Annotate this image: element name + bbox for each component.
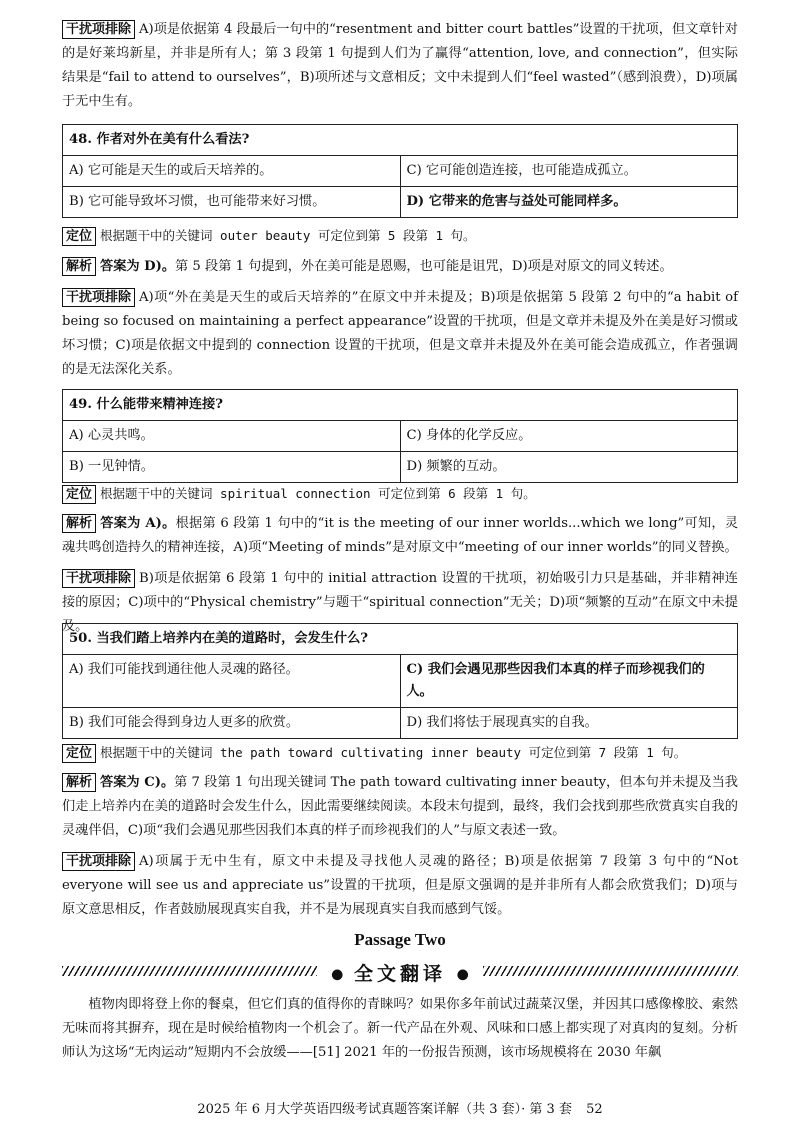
q50-distractor-paragraph	[62, 850, 738, 922]
locate-tag: 定位	[62, 227, 96, 246]
distractor-tag: 干扰项排除	[62, 20, 135, 39]
distractor-tag: 干扰项排除	[62, 852, 135, 871]
q50-analysis-text: 第 7 段第 1 句出现关键词 The path toward cultivating inner beauty，但本句并未提及当我们走上培养内在美的道路时会发生什么，因此需要继续阅读。本段末句提到，最终，我们会找到那些欣赏真实自我的灵魂伴侣，C)项“我们会遇见那些因我们本真的样子而珍视我们的人”与原文表述一致。	[62, 775, 738, 838]
question-48-table	[62, 124, 738, 218]
q49-locate-text: 根据题干中的关键词 spiritual connection 可定位到第 6 段第 1 句。	[100, 486, 536, 501]
q48-locate-text: 根据题干中的关键词 outer beauty 可定位到第 5 段第 1 句。	[100, 228, 476, 243]
q50-option-d: D) 我们将怯于展现真实的自我。	[400, 708, 738, 739]
q49-distractor-text: B)项是依据第 6 段第 1 句中的 initial attraction 设置的干扰项，初始吸引力只是基础，并非精神连接的原因；C)项中的“Physical chemistry”与题干“spiritual connection”无关；D)项“频繁的互动”在原文中未提及。	[62, 571, 738, 634]
locate-tag: 定位	[62, 485, 96, 504]
bullet-icon: ●	[456, 966, 469, 983]
q48-analysis-paragraph	[62, 255, 738, 279]
question-50-table	[62, 623, 738, 739]
q50-answer: 答案为 C)。	[100, 775, 175, 790]
q49-option-a: A) 心灵共鸣。	[63, 421, 401, 452]
distractor-tag: 干扰项排除	[62, 288, 135, 307]
banner-title-wrap	[62, 959, 738, 986]
q48-distractor-paragraph	[62, 286, 738, 382]
q50-option-c: C) 我们会遇见那些因我们本真的样子而珍视我们的人。	[400, 655, 738, 708]
footer-text: 2025 年 6 月大学英语四级考试真题答案详解（共 3 套）· 第 3 套	[197, 1102, 572, 1117]
q49-option-b: B) 一见钟情。	[63, 452, 401, 483]
question-48-title: 48. 作者对外在美有什么看法?	[63, 125, 738, 156]
question-49-title: 49. 什么能带来精神连接?	[63, 390, 738, 421]
q48-option-b: B) 它可能导致坏习惯，也可能带来好习惯。	[63, 187, 401, 218]
q49-answer: 答案为 A)。	[100, 516, 176, 531]
q50-locate-text: 根据题干中的关键词 the path toward cultivating inner beauty 可定位到第 7 段第 1 句。	[100, 745, 687, 760]
q48-option-a: A) 它可能是天生的或后天培养的。	[63, 156, 401, 187]
translation-banner	[62, 957, 738, 985]
passage-title: Passage Two	[354, 930, 446, 949]
q48-analysis-text: 第 5 段第 1 句提到，外在美可能是恩赐，也可能是诅咒，D)项是对原文的同义转述。	[175, 259, 673, 274]
q50-locate-paragraph	[62, 741, 738, 766]
q48-option-d: D) 它带来的危害与益处可能同样多。	[400, 187, 738, 218]
q49-locate-paragraph	[62, 482, 738, 507]
q49-option-d: D) 频繁的互动。	[400, 452, 738, 483]
question-50-title: 50. 当我们踏上培养内在美的道路时，会发生什么?	[63, 624, 738, 655]
q49-analysis-paragraph	[62, 512, 738, 560]
distractor-tag: 干扰项排除	[62, 569, 135, 588]
locate-tag: 定位	[62, 744, 96, 763]
page-number: 52	[586, 1102, 603, 1117]
q48-distractor-text: A)项“外在美是天生的或后天培养的”在原文中并未提及；B)项是依据第 5 段第 2 句中的“a habit of being so focused on maintaining a perfect appearance”设置的干扰项，但是文章并未提及外在美是好习惯或坏习惯；C)项是依据文中提到的 connection 设置的干扰项，但是文章并未提及外在美可能会造成孤立，作者强调的是无法深化关系。	[62, 290, 738, 377]
page-footer	[0, 1098, 800, 1117]
q49-option-c: C) 身体的化学反应。	[400, 421, 738, 452]
banner-title: 全文翻译	[353, 963, 446, 985]
q49-analysis-text: 根据第 6 段第 1 句中的“it is the meeting of our inner worlds...which we long”可知，灵魂共鸣创造持久的精神连接，A)项“Meeting of minds”是对原文中“meeting of our inner worlds”的同义替换。	[62, 516, 739, 555]
analysis-tag: 解析	[62, 773, 96, 792]
q47-distractor-paragraph	[62, 18, 738, 114]
bullet-icon: ●	[331, 966, 344, 983]
q50-distractor-text: A)项属于无中生有，原文中未提及寻找他人灵魂的路径；B)项是依据第 7 段第 3 句中的“Not everyone will see us and appreciate us”设置的干扰项，但是原文强调的是并非所有人都会欣赏我们；D)项与原文意思相反，作者鼓励展现真实自我，并不是为展现真实自我而感到气馁。	[62, 854, 738, 917]
q50-analysis-paragraph	[62, 771, 738, 843]
analysis-tag: 解析	[62, 257, 96, 276]
q50-option-a: A) 我们可能找到通往他人灵魂的路径。	[63, 655, 401, 708]
q50-option-b: B) 我们可能会得到身边人更多的欣赏。	[63, 708, 401, 739]
translation-paragraph: 植物肉即将登上你的餐桌，但它们真的值得你的青睐吗？如果你多年前试过蔬菜汉堡，并因其口感像橡胶、索然无味而将其摒弃，现在是时候给植物肉一个机会了。新一代产品在外观、风味和口感上都实现了对真肉的复刻。分析师认为这场“无肉运动”短期内不会放缓——[51] 2021 年的一份报告预测，该市场规模将在 2030 年飙	[62, 997, 738, 1060]
q48-option-c: C) 它可能创造连接，也可能造成孤立。	[400, 156, 738, 187]
question-49-table	[62, 389, 738, 483]
q48-answer: 答案为 D)。	[100, 259, 176, 274]
q48-locate-paragraph	[62, 224, 738, 249]
q47-distractor-text: A)项是依据第 4 段最后一句中的“resentment and bitter court battles”设置的干扰项，但文章针对的是好莱坞新星，并非是所有人；第 3 段第 1 句提到人们为了赢得“attention, love, and connection”，但实际结果是“fail to attend to ourselves”，B)项所述与文意相反；文中未提到人们“feel wasted”（感到浪费），D)项属于无中生有。	[62, 22, 738, 109]
analysis-tag: 解析	[62, 514, 96, 533]
